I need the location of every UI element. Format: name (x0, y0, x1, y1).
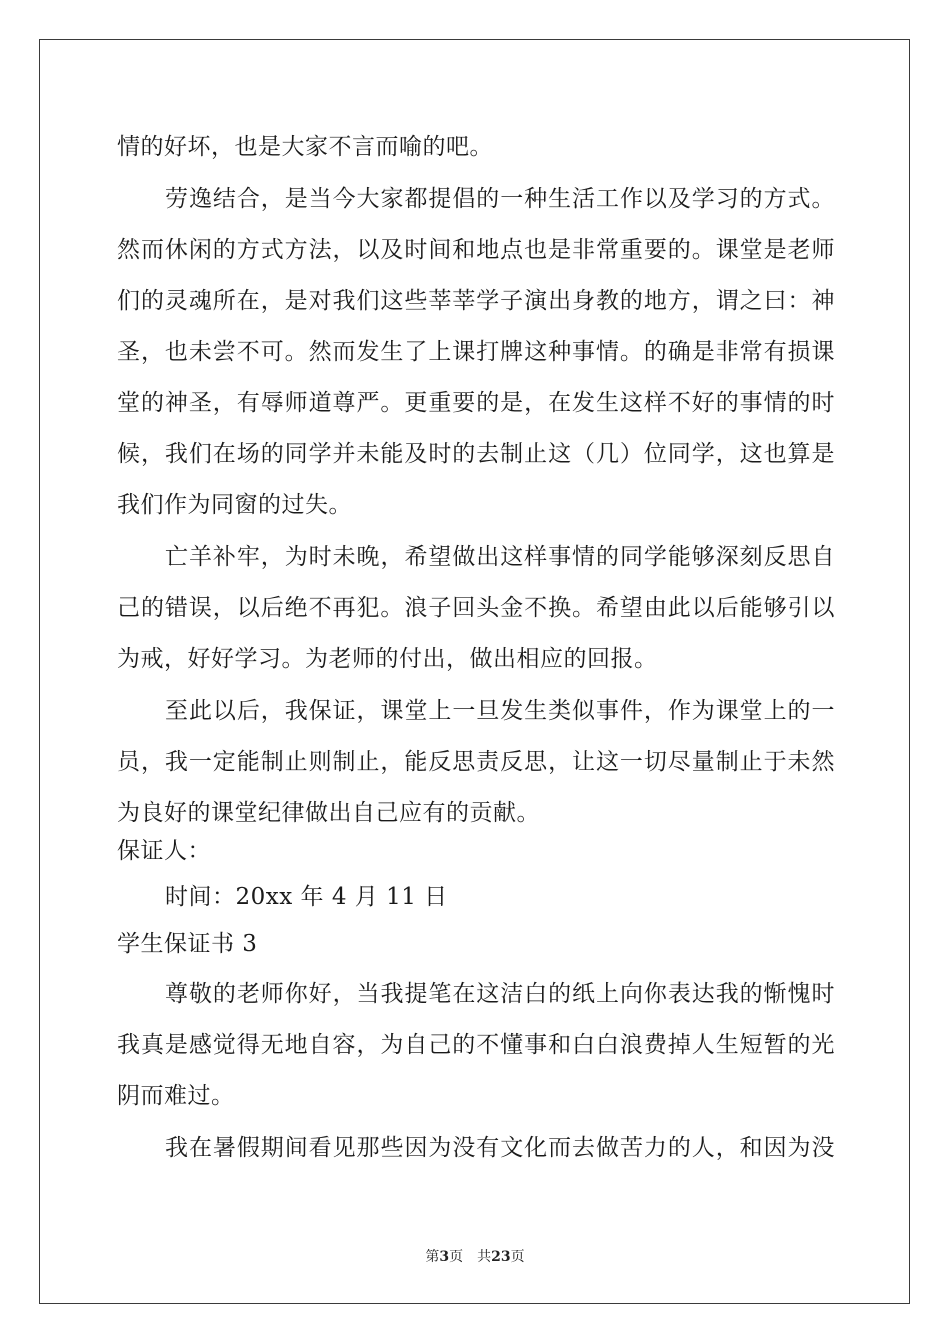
paragraph-first-line: 至此以后，我保证，课堂上一旦发生类似事件，作为课堂上的一 (165, 698, 835, 724)
text-line: 为戒，好好学习。为老师的付出，做出相应的回报。 (117, 646, 658, 672)
text-line: 己的错误，以后绝不再犯。浪子回头金不换。希望由此以后能够引以 (117, 595, 835, 621)
date-line: 时间：20xx 年 4 月 11 日 (165, 884, 448, 910)
text-line: 为良好的课堂纪律做出自己应有的贡献。 (117, 800, 540, 826)
text-line: 我们作为同窗的过失。 (117, 492, 352, 518)
paragraph-first-line: 亡羊补牢，为时未晚，希望做出这样事情的同学能够深刻反思自 (165, 544, 835, 570)
page-number: 3 (439, 1249, 450, 1265)
text-line: 圣，也未尝不可。然而发生了上课打牌这种事情。的确是非常有损课 (117, 339, 835, 365)
page-footer (0, 1247, 950, 1267)
page-prefix: 第 (425, 1249, 440, 1265)
text-line: 我真是感觉得无地自容，为自己的不懂事和白白浪费掉人生短暂的光 (117, 1032, 835, 1058)
page-suffix: 页 (449, 1249, 464, 1265)
total-pages: 23 (491, 1249, 511, 1265)
total-prefix: 共 (477, 1249, 492, 1265)
paragraph-first-line: 劳逸结合，是当今大家都提倡的一种生活工作以及学习的方式。 (165, 186, 835, 212)
section-title: 学生保证书 3 (117, 931, 258, 957)
paragraph-first-line: 尊敬的老师你好，当我提笔在这洁白的纸上向你表达我的惭愧时 (165, 981, 835, 1007)
text-line: 堂的神圣，有辱师道尊严。更重要的是，在发生这样不好的事情的时 (117, 390, 835, 416)
text-line: 员，我一定能制止则制止，能反思责反思，让这一切尽量制止于未然 (117, 749, 835, 775)
text-line: 然而休闲的方式方法，以及时间和地点也是非常重要的。课堂是老师 (117, 237, 835, 263)
text-line: 候，我们在场的同学并未能及时的去制止这（几）位同学，这也算是 (117, 441, 835, 467)
text-line: 阴而难过。 (117, 1083, 235, 1109)
signer-label: 保证人： (117, 838, 211, 864)
total-suffix: 页 (510, 1249, 525, 1265)
text-line: 们的灵魂所在，是对我们这些莘莘学子演出身教的地方，谓之曰：神 (117, 288, 835, 314)
paragraph-first-line: 我在暑假期间看见那些因为没有文化而去做苦力的人，和因为没 (165, 1135, 835, 1161)
text-line: 情的好坏，也是大家不言而喻的吧。 (117, 134, 493, 160)
